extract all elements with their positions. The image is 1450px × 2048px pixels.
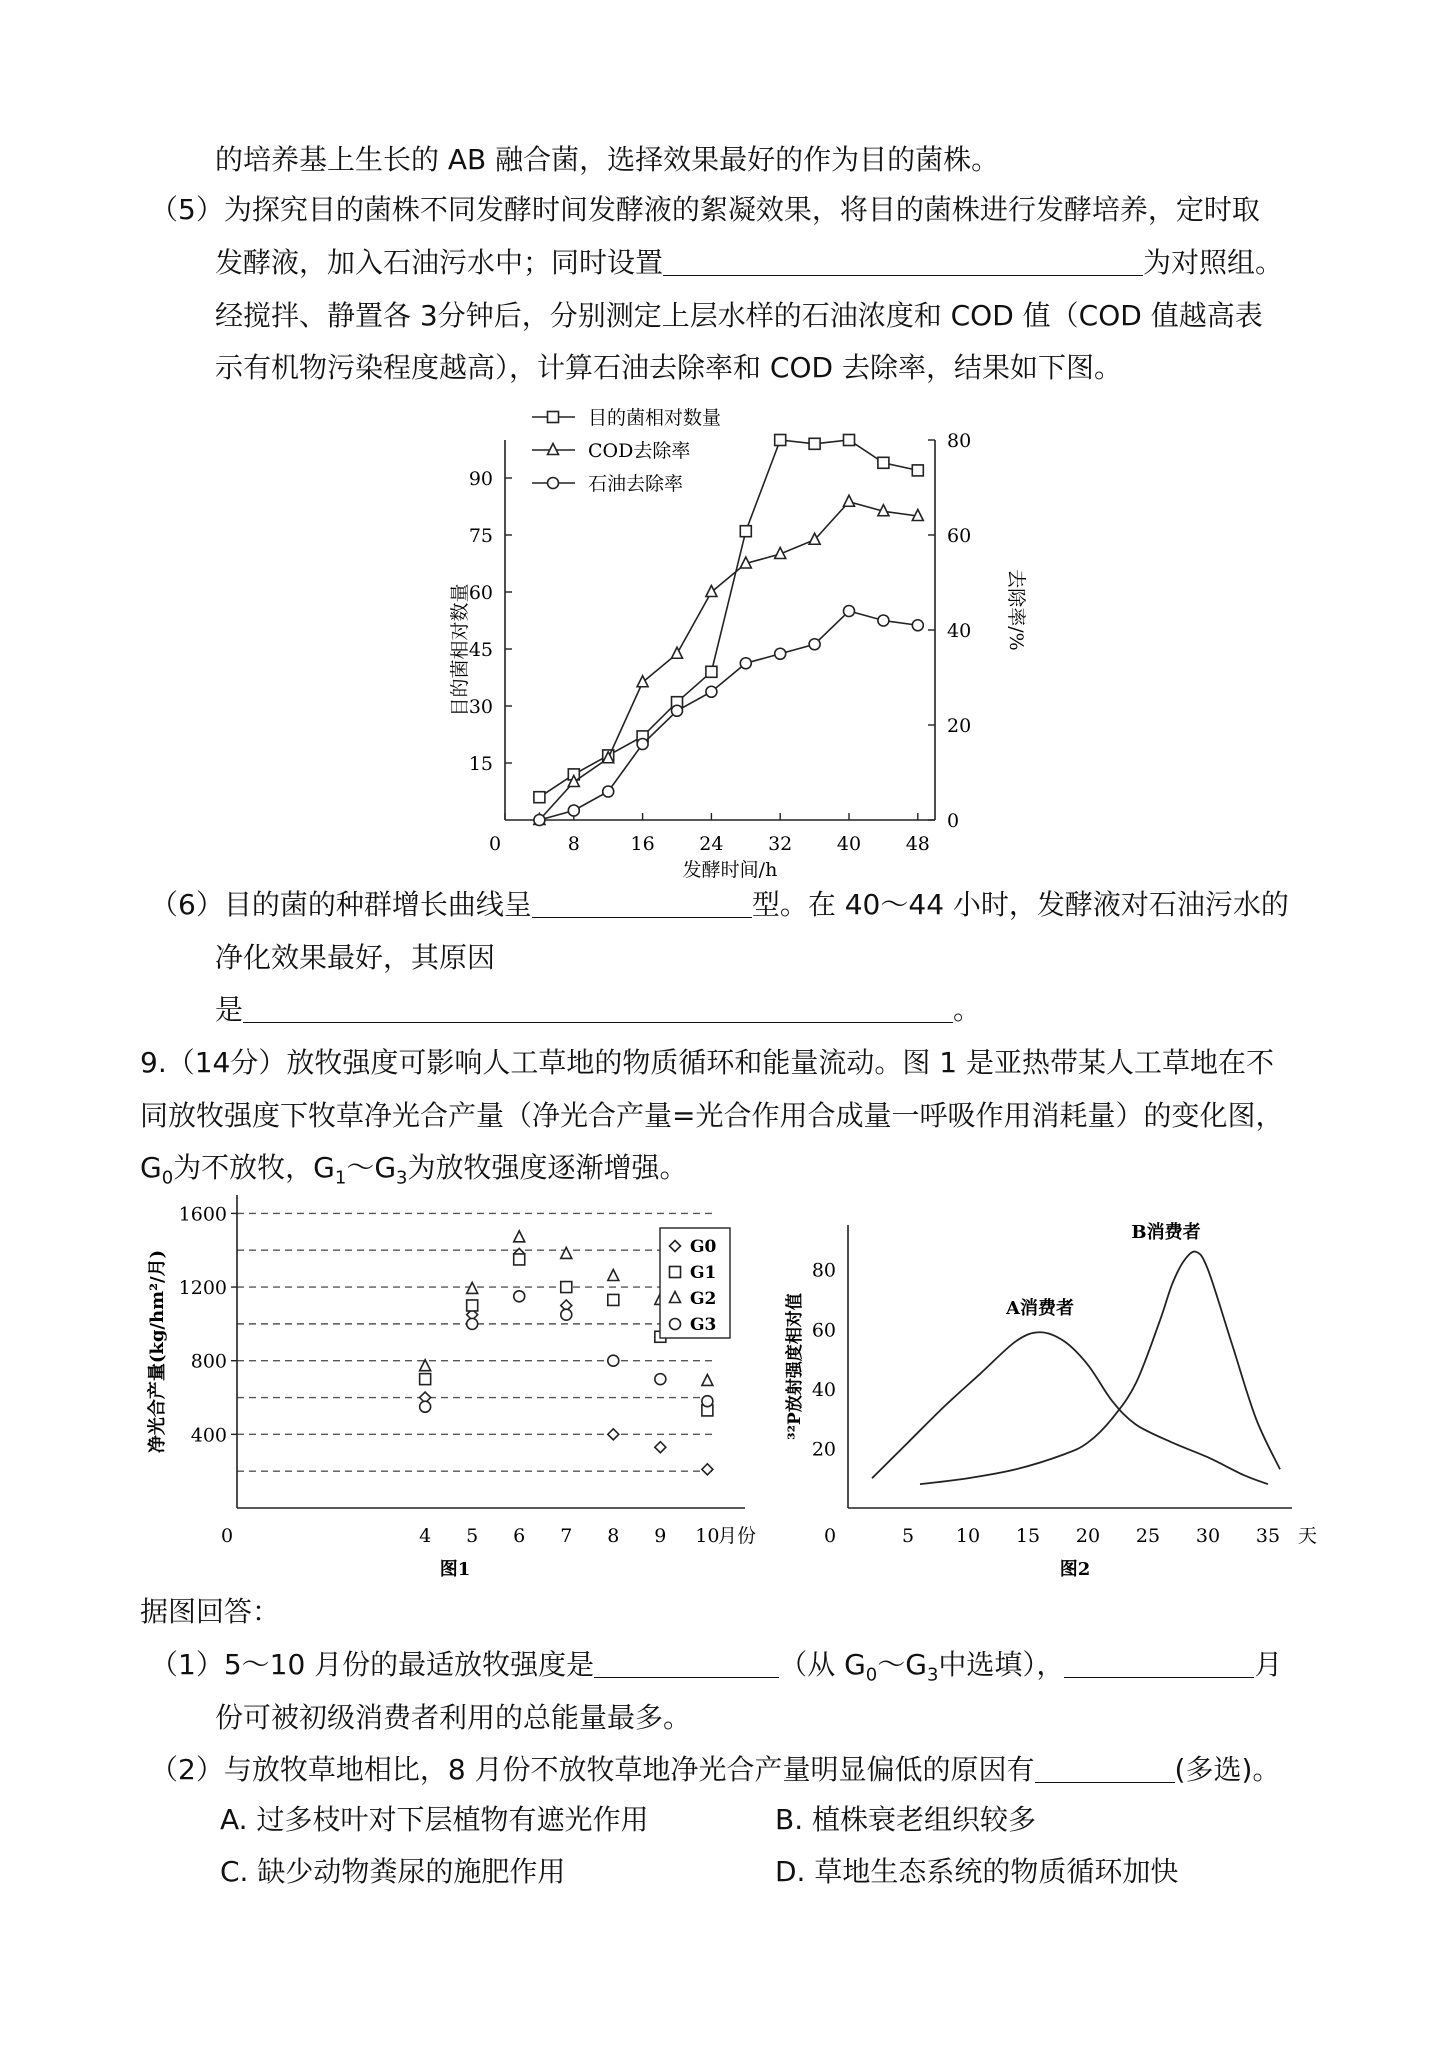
series-2-point: [637, 739, 648, 750]
g-series-2-point: [561, 1247, 572, 1258]
x-tick-label: 0: [220, 1525, 234, 1547]
fermentation-chart: [430, 400, 1030, 881]
g-series-1-point: [420, 1374, 431, 1385]
y2-tick-label: 60: [947, 525, 972, 547]
consumer-curve-1: [920, 1252, 1280, 1485]
x-tick-label: 6: [513, 1525, 526, 1547]
y-axis-label: ³²P放射强度相对值: [785, 1293, 805, 1440]
g-series-2-point: [608, 1270, 619, 1281]
answer-intro-text: 据图回答：: [140, 1595, 281, 1628]
x-tick-label: 16: [630, 833, 655, 855]
legend-marker: [548, 478, 559, 489]
q9-line-2: [140, 1096, 1283, 1136]
line-1: [215, 140, 999, 180]
g-series-0-point: [702, 1464, 713, 1475]
q6-number: （6）: [150, 888, 224, 921]
q6-text-c1: 是: [215, 993, 244, 1026]
answer-blank-grazing[interactable]: [594, 1647, 779, 1678]
y-tick-label: 60: [468, 582, 493, 604]
x-tick-label: 8: [607, 1525, 620, 1547]
legend-marker: [548, 444, 559, 455]
x-axis-label: 月份: [718, 1525, 757, 1547]
option-b-text: B. 植株衰老组织较多: [775, 1803, 1037, 1836]
x-tick-label: 10: [695, 1525, 720, 1547]
q5-text-a: 为探究目的菌株不同发酵时间发酵液的絮凝效果，将目的菌株进行发酵培养，定时取: [223, 193, 1260, 226]
g-series-2-point: [514, 1231, 525, 1242]
a1-line-1: [150, 1645, 1282, 1696]
y-axis-label: 净光合产量(kg/hm²/月): [147, 1249, 168, 1454]
y-tick-label: 60: [811, 1319, 836, 1342]
curve-label-b: B消费者: [1131, 1221, 1201, 1243]
series-line-2: [539, 611, 917, 820]
q5-line-3: [215, 296, 1263, 336]
x-tick-label: 5: [466, 1525, 479, 1547]
y2-tick-label: 20: [947, 715, 972, 737]
g-series-0-point: [655, 1442, 666, 1453]
series-0-point: [912, 465, 923, 476]
x-tick-label: 9: [654, 1525, 667, 1547]
series-0-point: [844, 435, 855, 446]
series-2-point: [740, 658, 751, 669]
option-d-text: D. 草地生态系统的物质循环加快: [775, 1855, 1179, 1888]
legend-label: G2: [690, 1289, 717, 1309]
q9-sub1: 1: [334, 1167, 347, 1189]
a1-text-c: 月: [1254, 1648, 1283, 1681]
y-tick-label: 800: [190, 1350, 227, 1373]
y-tick-label: 75: [468, 525, 493, 547]
q9-tilde: ～G: [346, 1151, 397, 1184]
text-l1: 的培养基上生长的 AB 融合菌，选择效果最好的作为目的菌株。: [215, 143, 1000, 176]
g-series-3-point: [655, 1374, 666, 1385]
y2-tick-label: 40: [947, 620, 972, 642]
a1-line-2: [215, 1698, 691, 1738]
option-c-text: C. 缺少动物粪尿的施肥作用: [220, 1855, 566, 1888]
q6-text-a1: 目的菌的种群增长曲线呈: [223, 888, 532, 921]
y-tick-label: 15: [468, 753, 493, 775]
consumer-curve-0: [872, 1332, 1268, 1484]
answer-blank-reason[interactable]: [243, 992, 953, 1023]
g-series-2-point: [702, 1374, 713, 1385]
option-d[interactable]: [775, 1852, 1178, 1892]
y2-axis-label: 去除率/%: [1005, 569, 1027, 651]
g-series-3-point: [702, 1396, 713, 1407]
q9-sub3: 3: [396, 1167, 408, 1189]
x-axis-label: 天: [1298, 1525, 1318, 1547]
figure-2-chart: [780, 1190, 1320, 1580]
y-tick-label: 1600: [178, 1203, 227, 1226]
answer-intro: [140, 1592, 280, 1632]
q9-end: 为放牧强度逐渐增强。: [407, 1151, 688, 1184]
series-2-point: [603, 786, 614, 797]
series-2-point: [775, 648, 786, 659]
q5-text-c: 经搅拌、静置各 3分钟后，分别测定上层水样的石油浓度和 COD 值（COD 值越高表: [215, 299, 1263, 332]
series-0-point: [706, 666, 717, 677]
g-series-3-point: [514, 1291, 525, 1302]
g-series-1-point: [561, 1282, 572, 1293]
answer-blank-month[interactable]: [1064, 1647, 1254, 1678]
q9-line-1: [140, 1043, 1274, 1083]
x-tick-label: 24: [699, 833, 724, 855]
y-tick-label: 30: [468, 696, 493, 718]
q6-text-b: 净化效果最好，其原因: [215, 941, 496, 974]
g-series-3-point: [561, 1309, 572, 1320]
x-tick-label: 0: [823, 1525, 837, 1547]
a1-text-b: （从 G: [779, 1648, 866, 1681]
legend-marker: [548, 412, 559, 423]
legend-label: G3: [690, 1315, 717, 1335]
answer-blank-control[interactable]: [663, 245, 1143, 276]
y-tick-label: 400: [190, 1424, 227, 1447]
legend-label: G1: [690, 1263, 717, 1283]
a1-text-d: 份可被初级消费者利用的总能量最多。: [215, 1701, 692, 1734]
series-1-point: [672, 647, 683, 658]
figure-1-chart: [140, 1190, 760, 1580]
series-2-point: [672, 705, 683, 716]
g-series-1-point: [514, 1254, 525, 1265]
answer-blank-curve-type[interactable]: [532, 887, 752, 918]
option-c[interactable]: [220, 1852, 565, 1892]
a1-number: （1）: [150, 1648, 224, 1681]
q5-text-d: 示有机物污染程度越高），计算石油去除率和 COD 去除率，结果如下图。: [215, 351, 1122, 384]
g-series-3-point: [467, 1318, 478, 1329]
q6-line-1: [150, 885, 1289, 925]
x-tick-label: 4: [419, 1525, 432, 1547]
q9-mid: 为不放牧，G: [173, 1151, 335, 1184]
series-0-point: [878, 457, 889, 468]
series-0-point: [740, 526, 751, 537]
x-tick-label: 8: [567, 833, 580, 855]
x-tick-label: 10: [955, 1525, 981, 1547]
g-series-0-point: [608, 1429, 619, 1440]
g-series-3-point: [420, 1401, 431, 1412]
a1-text-b-end: 中选填），: [938, 1648, 1065, 1681]
q5-text-b1: 发酵液，加入石油污水中；同时设置: [215, 246, 664, 279]
x-tick-label: 7: [560, 1525, 573, 1547]
a1-sub0: 0: [865, 1664, 878, 1686]
x-axis-label: 发酵时间/h: [682, 859, 778, 881]
g-series-1-point: [608, 1294, 619, 1305]
series-2-point: [534, 815, 545, 826]
y2-tick-label: 80: [947, 430, 972, 452]
q9-g: G: [140, 1151, 162, 1184]
legend-label: 石油去除率: [588, 473, 684, 495]
legend-label: G0: [690, 1237, 717, 1257]
g-series-2-point: [467, 1282, 478, 1293]
series-2-point: [844, 606, 855, 617]
x-tick-label: 30: [1195, 1525, 1221, 1547]
legend-marker: [670, 1267, 681, 1278]
option-a[interactable]: [220, 1800, 648, 1840]
y-tick-label: 80: [811, 1259, 836, 1282]
series-1-point: [637, 676, 648, 687]
g-series-1-point: [467, 1300, 478, 1311]
answer-blank-reasons[interactable]: [1035, 1752, 1175, 1783]
x-tick-label: 40: [836, 833, 862, 855]
q5-number: （5）: [150, 193, 224, 226]
x-tick-label: 35: [1255, 1525, 1281, 1547]
q9-text-b: 同放牧强度下牧草净光合产量（净光合产量=光合作用合成量一呼吸作用消耗量）的变化图，: [140, 1099, 1284, 1132]
q6-text-c2: 。: [953, 993, 982, 1026]
series-2-point: [878, 615, 889, 626]
series-2-point: [912, 620, 923, 631]
q5-line-1: [150, 190, 1260, 230]
y-axis-label: 目的菌相对数量: [449, 583, 471, 717]
a2-text-a: 与放牧草地相比，8 月份不放牧草地净光合产量明显偏低的原因有: [223, 1753, 1035, 1786]
y-tick-label: 20: [811, 1438, 836, 1461]
q5-line-2: [215, 243, 1283, 283]
x-tick-label: 15: [1015, 1525, 1041, 1547]
series-0-point: [775, 435, 786, 446]
option-b[interactable]: [775, 1800, 1036, 1840]
a2-number: （2）: [150, 1753, 224, 1786]
series-0-point: [809, 438, 820, 449]
q9-text-a: 9.（14分）放牧强度可影响人工草地的物质循环和能量流动。图 1 是亚热带某人工草地在不: [140, 1046, 1274, 1079]
a2-text-b: (多选)。: [1174, 1753, 1281, 1786]
legend-label: COD去除率: [588, 440, 691, 462]
y-tick-label: 45: [468, 639, 493, 661]
x-tick-label: 25: [1135, 1525, 1161, 1547]
a1-sub3: 3: [926, 1664, 939, 1686]
x-tick-label: 48: [905, 833, 930, 855]
legend-marker: [670, 1319, 681, 1330]
x-tick-label: 32: [768, 833, 793, 855]
x-tick-label: 0: [488, 833, 502, 855]
a1-text-a: 5～10 月份的最适放牧强度是: [223, 1648, 595, 1681]
series-2-point: [706, 686, 717, 697]
figure-title: 图2: [1059, 1559, 1091, 1580]
q6-text-a2: 型。在 40～44 小时，发酵液对石油污水的: [751, 888, 1289, 921]
a1-tilde: ～G: [877, 1648, 927, 1681]
curve-label-a: A消费者: [1006, 1298, 1074, 1320]
y-tick-label: 1200: [178, 1277, 227, 1300]
q6-line-2: [215, 938, 495, 978]
q5-text-b2: 为对照组。: [1143, 246, 1284, 279]
series-line-1: [539, 502, 917, 820]
q9-sub0: 0: [161, 1167, 174, 1189]
series-2-point: [809, 639, 820, 650]
legend-label: 目的菌相对数量: [588, 407, 722, 429]
series-1-point: [706, 586, 717, 597]
y2-tick-label: 0: [947, 810, 960, 832]
x-tick-label: 5: [901, 1525, 915, 1547]
series-0-point: [534, 792, 545, 803]
x-tick-label: 20: [1075, 1525, 1101, 1547]
y-tick-label: 40: [811, 1378, 836, 1401]
q5-line-4: [215, 348, 1122, 388]
q6-line-3: [215, 990, 981, 1030]
option-a-text: A. 过多枝叶对下层植物有遮光作用: [220, 1803, 649, 1836]
figure-title: 图1: [439, 1559, 471, 1580]
g-series-3-point: [608, 1355, 619, 1366]
series-2-point: [568, 805, 579, 816]
series-1-point: [844, 495, 855, 506]
a2-line-1: [150, 1750, 1280, 1790]
y-tick-label: 90: [468, 468, 493, 490]
